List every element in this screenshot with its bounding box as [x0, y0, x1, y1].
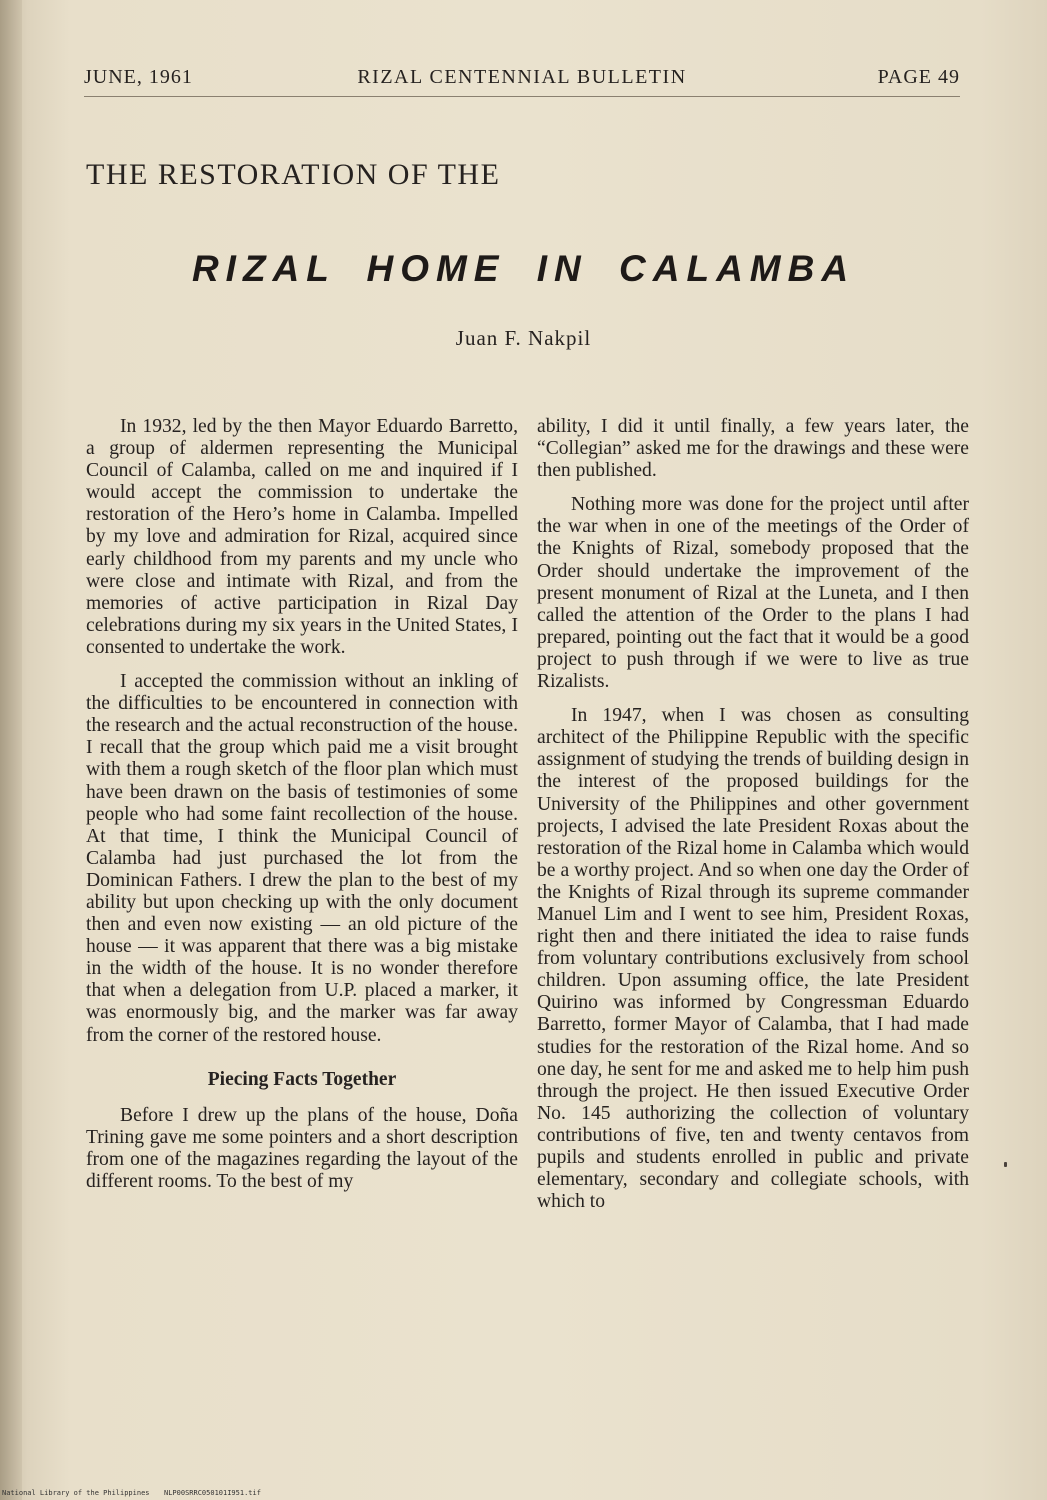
scan-filename: NLP00SRRC050101I951.tif — [164, 1489, 261, 1497]
page-number: PAGE 49 — [877, 66, 960, 88]
binding-shadow — [0, 0, 22, 1500]
scan-footer — [0, 1485, 1047, 1500]
ink-speck — [1004, 1162, 1007, 1167]
paragraph-3: Before I drew up the plans of the house, Doña Trining gave me some pointers and a short description from one of the magazines regarding the layout of the different rooms. To the best of my — [86, 1104, 518, 1192]
article-author: Juan F. Nakpil — [455, 326, 592, 350]
library-credit: National Library of the Philippines — [2, 1489, 150, 1497]
header-rule — [84, 96, 960, 97]
running-head — [84, 66, 960, 96]
article-title: RIZAL HOME IN CALAMBA — [191, 248, 856, 289]
article-pre-title: THE RESTORATION OF THE — [86, 158, 501, 191]
publication-name: RIZAL CENTENNIAL BULLETIN — [357, 66, 687, 88]
paragraph-4: Nothing more was done for the project until after the war when in one of the meetings of the Order of the Knights of Rizal, somebody proposed that the Order should undertake the improvement of the present monument of Rizal at the Luneta, and I then called the attention of the Order to the plans I had prepared, pointing out the fact that it would be a good project to push through if we were to live as true Rizalists. — [537, 494, 969, 693]
paragraph-1: In 1932, led by the then Mayor Eduardo Barretto, a group of aldermen representing the Municipal Council of Calamba, called on me and inquired if I would accept the commission to undertake the restoration of the Hero’s home in Calamba. Impelled by my love and admiration for Rizal, acquired since early childhood from my parents and my uncle who were close and intimate with Rizal, and from the memories of active participation in Rizal Day celebrations during my six years in the United States, I consented to undertake the work. — [86, 416, 518, 658]
paragraph-2: I accepted the commission without an inkling of the difficulties to be encountered in connection with the research and the actual reconstruction of the house. I recall that the group which paid me a visit brought with them a rough sketch of the floor plan which must have been drawn on the basis of testimonies of some people who had some faint recollection of the house. At that time, I think the Municipal Council of Calamba had just purchased the lot from the Dominican Fathers. I drew the plan to the best of my ability but upon checking up with the only document then and even now existing — an old picture of the house — it was apparent that there was a big mistake in the width of the house. It is no wonder therefore that when a delegation from U.P. placed a marker, it was enormously big, and the marker was far away from the corner of the restored house. — [86, 671, 518, 1046]
section-subheading: Piecing Facts Together — [207, 1068, 397, 1090]
left-column — [86, 416, 518, 1205]
issue-date: JUNE, 1961 — [84, 66, 193, 88]
paragraph-5: In 1947, when I was chosen as consulting architect of the Philippine Republic with the specific assignment of studying the trends of building design in the interest of the proposed buildings for the University of the Philippines and other government projects, I advised the late President Roxas about the restoration of the Rizal home in Calamba which would be a worthy project. And so when one day the Order of the Knights of Rizal through its supreme commander Manuel Lim and I went to see him, President Roxas, right then and there initiated the idea to raise funds from voluntary contributions exclusively from school children. Upon assuming office, the late President Quirino was informed by Congressman Eduardo Barretto, former Mayor of Calamba, that I had made studies for the restoration of the Rizal home. And so one day, he sent for me and asked me to help him push through the project. He then issued Executive Order No. 145 authorizing the collection of voluntary contributions of five, ten and twenty centavos from pupils and students enrolled in public and private elementary, secondary and collegiate schools, with which to — [537, 705, 969, 1213]
right-column — [537, 416, 969, 1225]
paragraph-3-continued: ability, I did it until finally, a few years later, the “Collegian” asked me for the drawings and these were then published. — [537, 416, 969, 482]
